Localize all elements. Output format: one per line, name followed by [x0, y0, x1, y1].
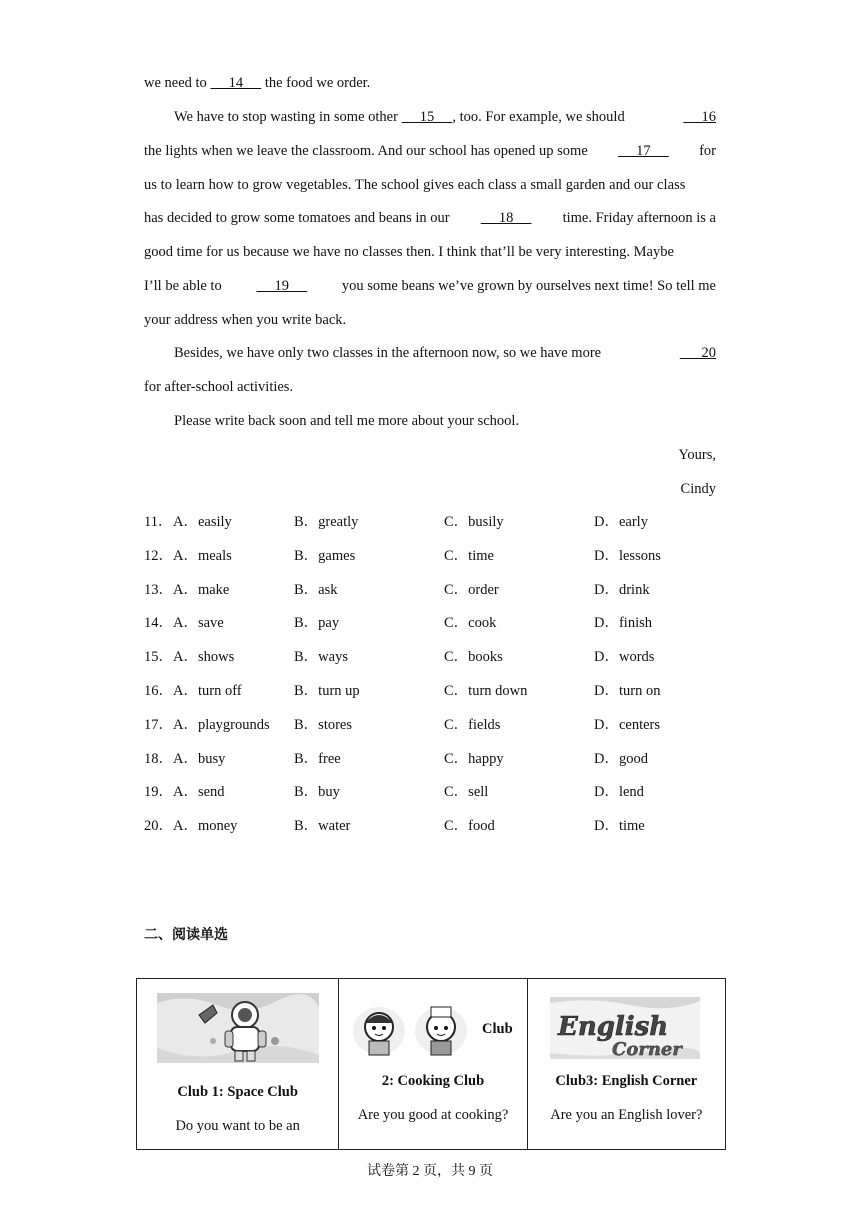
clubs-table — [136, 978, 726, 1150]
option-b: B．greatly — [294, 514, 359, 530]
question-row — [144, 647, 724, 667]
text: for — [699, 143, 716, 159]
question-number: 20． — [144, 818, 173, 835]
option-a: A．meals — [173, 547, 232, 564]
question-number: 15． — [144, 649, 173, 666]
section-title: 二、阅读单选 — [144, 927, 228, 943]
passage-line-8: your address when you write back. — [144, 312, 347, 328]
question-row — [144, 512, 724, 532]
blank-19: 19 — [256, 278, 308, 294]
option-c: C．turn down — [444, 683, 528, 699]
question-row — [144, 749, 724, 769]
option-b: B．free — [294, 750, 341, 767]
club-cell-1 — [137, 979, 339, 1150]
passage-line-4: us to learn how to grow vegetables. The school gives each class a small garden and our class — [144, 177, 686, 193]
option-c: C．cook — [444, 615, 497, 632]
text: we need to — [144, 75, 211, 91]
option-b: B．games — [294, 547, 356, 564]
option-d: D．lend — [594, 784, 644, 801]
option-a: A．easily — [173, 514, 232, 530]
passage-line-3 — [144, 141, 716, 161]
option-d: D．finish — [594, 615, 652, 632]
option-d: D．centers — [594, 716, 661, 733]
cooking-kids-image — [351, 1003, 481, 1059]
text: the food we order. — [261, 75, 371, 91]
english-corner-image — [550, 997, 700, 1059]
option-d: D．words — [594, 649, 655, 666]
blank-18: 18 — [480, 210, 532, 226]
club-2-club-word: Club — [482, 1021, 513, 1037]
question-row — [144, 681, 724, 701]
option-b: B．ask — [294, 581, 338, 598]
text: I’ll be able to — [144, 278, 222, 294]
question-number: 12． — [144, 547, 173, 564]
option-a: A．turn off — [173, 683, 242, 699]
club-1-text: Do you want to be an — [175, 1118, 300, 1134]
closing: Yours, — [678, 447, 716, 463]
option-d: D．time — [594, 818, 645, 835]
club-2-text: Are you good at cooking? — [357, 1107, 509, 1123]
passage-line-10: for after-school activities. — [144, 379, 294, 395]
club-cell-3 — [527, 979, 725, 1150]
text: , too. For example, we should — [452, 109, 625, 125]
option-b: B．water — [294, 818, 351, 835]
option-a: A．money — [173, 818, 238, 835]
question-row — [144, 580, 724, 600]
page-footer: 试卷第 2 页，共 9 页 — [367, 1164, 493, 1179]
astronaut-image — [157, 993, 319, 1063]
option-c: C．books — [444, 649, 503, 666]
blank-17: 17 — [618, 143, 669, 159]
passage-line-1 — [144, 73, 716, 93]
option-d: D．good — [594, 750, 648, 767]
text: time. Friday afternoon is a — [562, 210, 716, 226]
club-2-title: 2: Cooking Club — [381, 1073, 485, 1089]
option-a: A．shows — [173, 649, 235, 666]
club-3-title: Club3: English Corner — [555, 1073, 698, 1089]
option-b: B．stores — [294, 716, 352, 733]
option-d: D．early — [594, 514, 648, 530]
text: the lights when we leave the classroom. And our school has opened up some — [144, 143, 588, 159]
text: has decided to grow some tomatoes and beans in our — [144, 210, 450, 226]
passage-line-5 — [144, 208, 716, 228]
option-c: C．sell — [444, 784, 489, 801]
option-a: A．make — [173, 581, 230, 598]
english-word: English — [557, 1012, 668, 1042]
question-row — [144, 613, 724, 633]
option-a: A．send — [173, 784, 225, 801]
question-row — [144, 782, 724, 802]
text: you some beans we’ve grown by ourselves next time! So tell me — [341, 278, 716, 294]
option-c: C．happy — [444, 750, 504, 767]
passage-line-11: Please write back soon and tell me more about your school. — [174, 413, 520, 429]
question-row — [144, 546, 724, 566]
blank-20: 20 — [679, 345, 716, 361]
option-a: A．busy — [173, 750, 226, 767]
corner-word: Corner — [611, 1039, 682, 1059]
option-a: A．save — [173, 615, 224, 632]
question-number: 11． — [144, 514, 173, 530]
passage-line-6: good time for us because we have no classes then. I think that’ll be very interesting. Maybe — [144, 244, 674, 260]
question-row — [144, 816, 724, 836]
option-d: D．turn on — [594, 683, 661, 699]
option-b: B．pay — [294, 615, 340, 632]
option-b: B．buy — [294, 784, 340, 801]
club-1-title: Club 1: Space Club — [177, 1084, 298, 1100]
option-a: A．playgrounds — [173, 716, 270, 733]
option-c: C．busily — [444, 514, 504, 530]
option-c: C．fields — [444, 716, 501, 733]
option-c: C．order — [444, 581, 499, 598]
question-number: 13． — [144, 581, 173, 598]
club-3-text: Are you an English lover? — [550, 1107, 703, 1123]
option-b: B．turn up — [294, 683, 360, 699]
option-b: B．ways — [294, 649, 348, 666]
question-number: 18． — [144, 750, 173, 767]
passage-line-9 — [174, 343, 716, 363]
option-d: D．lessons — [594, 547, 661, 564]
passage-line-2 — [174, 107, 716, 127]
blank-16: 16 — [683, 109, 716, 125]
option-d: D．drink — [594, 581, 650, 598]
passage-line-7 — [144, 276, 716, 296]
question-row — [144, 715, 724, 735]
option-c: C．time — [444, 547, 494, 564]
text: We have to stop wasting in some other — [174, 109, 402, 125]
blank-14: 14 — [210, 75, 262, 91]
question-number: 19． — [144, 784, 173, 801]
club-cell-2 — [339, 979, 527, 1150]
question-number: 17． — [144, 716, 173, 733]
signature: Cindy — [680, 481, 716, 497]
text: Besides, we have only two classes in the afternoon now, so we have more — [174, 345, 602, 361]
option-c: C．food — [444, 818, 495, 835]
blank-15: 15 — [401, 109, 453, 125]
question-number: 14． — [144, 615, 173, 632]
question-number: 16． — [144, 683, 173, 699]
